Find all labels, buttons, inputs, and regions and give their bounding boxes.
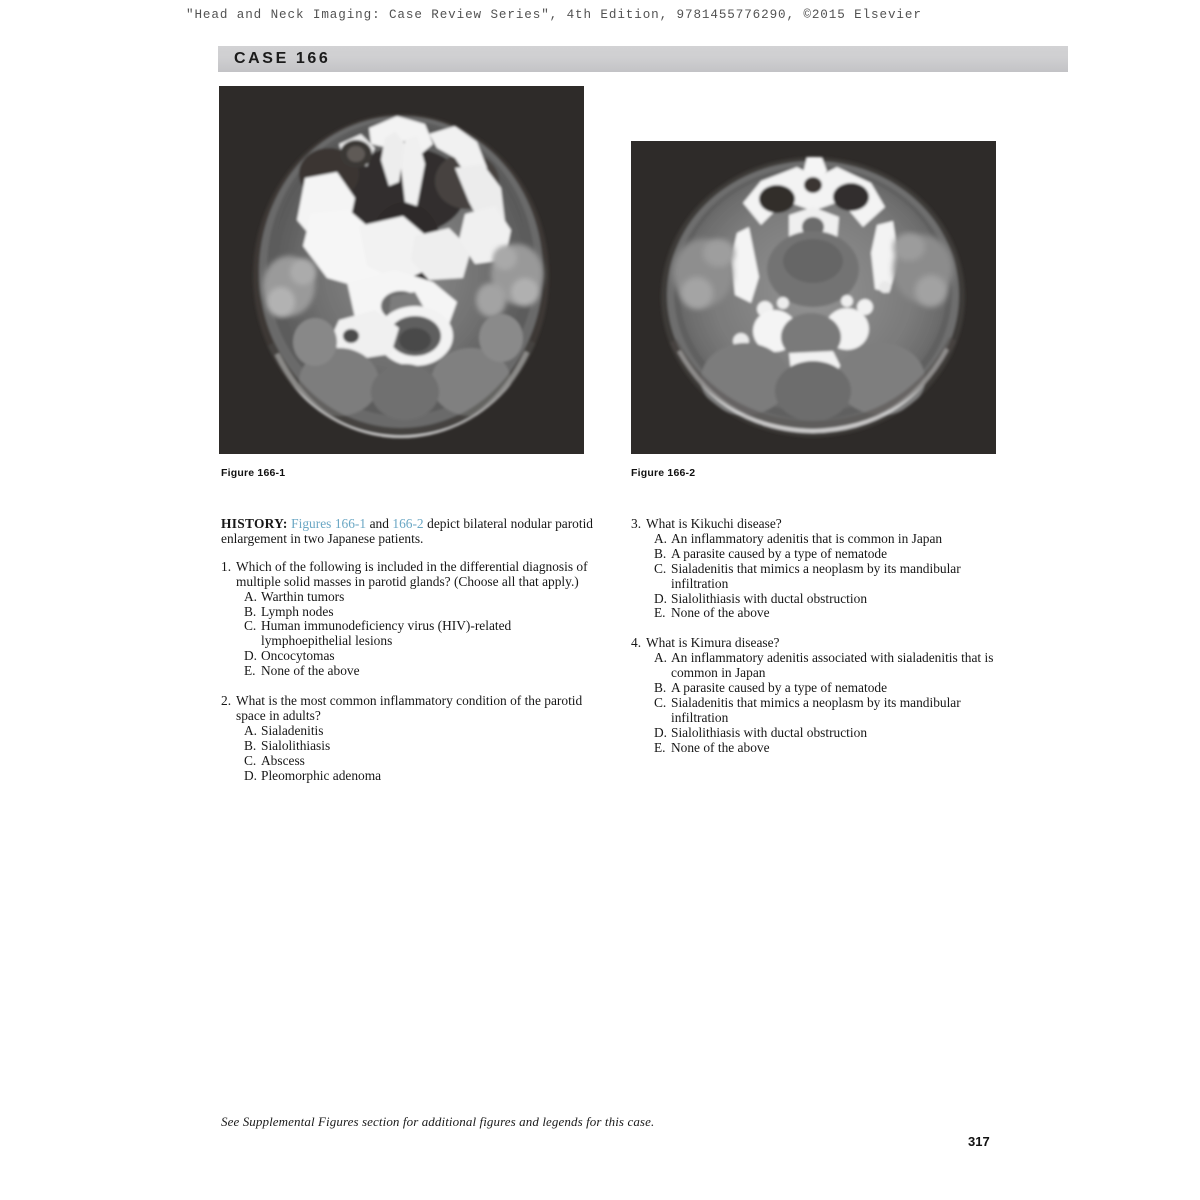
- option-letter: E.: [244, 663, 256, 679]
- question-4: [631, 636, 1003, 755]
- option-letter: E.: [654, 605, 666, 621]
- question-3-option-c[interactable]: [654, 562, 1003, 592]
- option-text: Abscess: [261, 752, 305, 768]
- option-letter: C.: [654, 560, 667, 576]
- question-4-option-b[interactable]: [654, 681, 1003, 696]
- option-letter: A.: [654, 650, 668, 666]
- history-rest: depict bilateral nodular parotid enlargement in two Japanese patients.: [221, 516, 593, 546]
- figure-166-2-image: [631, 141, 996, 454]
- question-4-text: What is Kimura disease?: [646, 635, 780, 651]
- option-letter: C.: [654, 694, 667, 710]
- option-letter: B.: [654, 680, 667, 696]
- option-text: Sialolithiasis with ductal obstruction: [671, 590, 868, 606]
- ct-scan-axial-oropharynx: [631, 141, 996, 454]
- question-2-option-d[interactable]: [244, 769, 593, 784]
- question-3-option-b[interactable]: [654, 547, 1003, 562]
- question-1-options: [221, 590, 593, 679]
- option-text: An inflammatory adenitis that is common in Japan: [671, 530, 943, 546]
- question-1-option-e[interactable]: [244, 664, 593, 679]
- question-1-option-c[interactable]: [244, 619, 593, 649]
- option-text: None of the above: [261, 663, 360, 679]
- question-2-option-b[interactable]: [244, 739, 593, 754]
- page-number: 317: [968, 1134, 990, 1149]
- question-3: [631, 517, 1003, 621]
- option-text: A parasite caused by a type of nematode: [671, 680, 888, 696]
- question-4-options: [631, 651, 1003, 755]
- option-text: A parasite caused by a type of nematode: [671, 545, 888, 561]
- option-letter: D.: [654, 590, 668, 606]
- option-text: Pleomorphic adenoma: [261, 767, 382, 783]
- option-letter: E.: [654, 739, 666, 755]
- case-banner: [218, 46, 1068, 72]
- option-text: Oncocytomas: [261, 648, 335, 664]
- option-text: None of the above: [671, 739, 770, 755]
- history-paragraph: [221, 517, 593, 547]
- question-3-option-a[interactable]: [654, 532, 1003, 547]
- question-4-option-e[interactable]: [654, 741, 1003, 756]
- option-text: Sialadenitis that mimics a neoplasm by its mandibular infiltration: [671, 694, 961, 725]
- question-4-option-a[interactable]: [654, 651, 1003, 681]
- question-3-option-d[interactable]: [654, 592, 1003, 607]
- option-text: Warthin tumors: [261, 588, 345, 604]
- figure-166-2-caption: Figure 166-2: [631, 467, 696, 479]
- option-letter: B.: [654, 545, 667, 561]
- option-text: None of the above: [671, 605, 770, 621]
- question-4-option-c[interactable]: [654, 696, 1003, 726]
- question-3-number: 3.: [631, 516, 642, 531]
- question-1-number: 1.: [221, 558, 232, 574]
- question-2-number: 2.: [221, 693, 232, 709]
- question-2-option-a[interactable]: [244, 724, 593, 739]
- question-2-option-c[interactable]: [244, 754, 593, 769]
- option-text: Sialolithiasis: [261, 737, 331, 753]
- option-letter: A.: [244, 722, 258, 738]
- ct-scan-axial-skull-base: [219, 86, 584, 454]
- option-text: An inflammatory adenitis associated with sialadenitis that is common in Japan: [671, 650, 994, 681]
- question-3-options: [631, 532, 1003, 621]
- question-4-option-d[interactable]: [654, 726, 1003, 741]
- option-letter: D.: [654, 724, 668, 740]
- option-text: Human immunodeficiency virus (HIV)-related lymphoepithelial lesions: [261, 618, 512, 649]
- option-text: Sialadenitis that mimics a neoplasm by its mandibular infiltration: [671, 560, 961, 591]
- figure-166-1-image: [219, 86, 584, 454]
- case-number-label: CASE 166: [234, 50, 331, 67]
- question-3-text: What is Kikuchi disease?: [646, 516, 782, 531]
- option-text: Lymph nodes: [261, 603, 334, 619]
- history-label: HISTORY:: [221, 516, 288, 531]
- left-text-column: [221, 517, 593, 784]
- question-2-options: [221, 724, 593, 784]
- option-text: Sialadenitis: [261, 722, 324, 738]
- question-1: [221, 560, 593, 679]
- figure-link-166-2[interactable]: 166-2: [392, 516, 424, 531]
- option-text: Sialolithiasis with ductal obstruction: [671, 724, 868, 740]
- supplemental-figures-note: See Supplemental Figures section for additional figures and legends for this case.: [221, 1114, 655, 1129]
- question-1-option-d[interactable]: [244, 649, 593, 664]
- question-3-option-e[interactable]: [654, 606, 1003, 621]
- figure-link-166-1[interactable]: Figures 166-1: [291, 516, 367, 531]
- question-1-text: Which of the following is included in the differential diagnosis of multiple solid masses in parotid glands? (Choose all that apply.): [236, 558, 588, 589]
- question-1-option-a[interactable]: [244, 590, 593, 605]
- option-letter: B.: [244, 737, 257, 753]
- history-joiner: and: [366, 516, 393, 531]
- option-letter: C.: [244, 752, 257, 768]
- option-letter: A.: [244, 588, 258, 604]
- question-2-text: What is the most common inflammatory condition of the parotid space in adults?: [236, 693, 583, 723]
- option-letter: A.: [654, 530, 668, 546]
- question-4-number: 4.: [631, 635, 642, 651]
- option-letter: B.: [244, 603, 257, 619]
- question-2: [221, 694, 593, 783]
- scanned-book-header: "Head and Neck Imaging: Case Review Series", 4th Edition, 9781455776290, ©2015 Elsevier: [186, 8, 922, 22]
- option-letter: D.: [244, 648, 258, 664]
- figure-166-1-caption: Figure 166-1: [221, 467, 286, 479]
- option-letter: D.: [244, 767, 258, 783]
- option-letter: C.: [244, 618, 257, 634]
- question-1-option-b[interactable]: [244, 605, 593, 620]
- right-text-column: [631, 517, 1003, 756]
